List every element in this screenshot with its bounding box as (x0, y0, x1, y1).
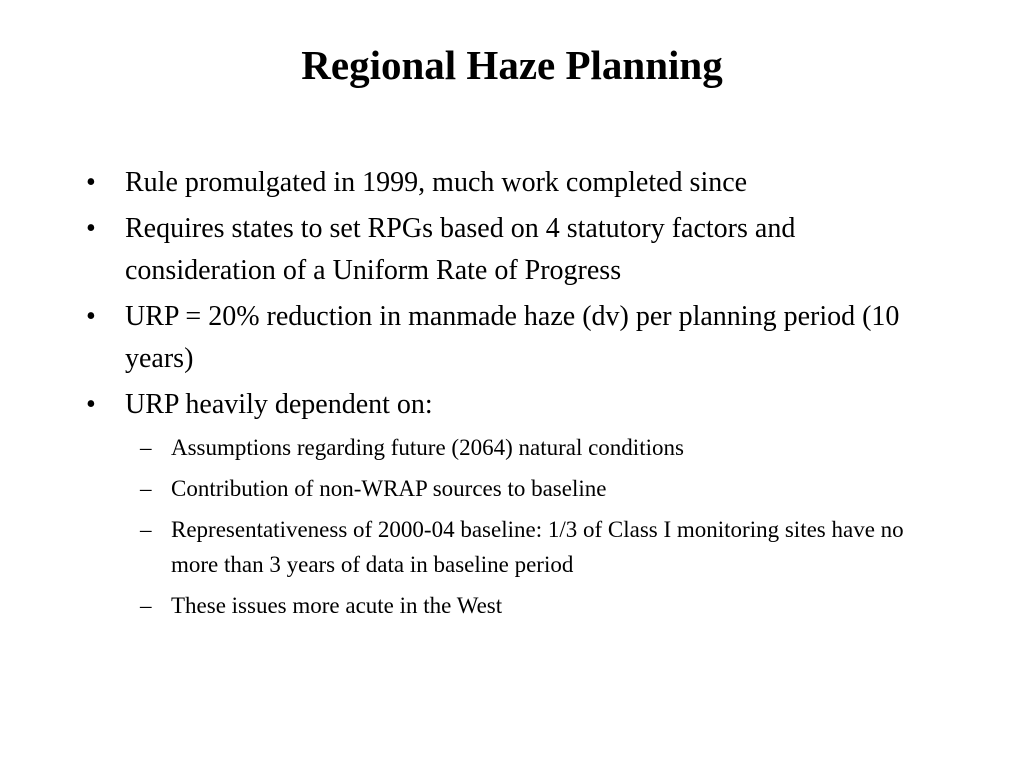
bullet-marker: • (86, 389, 96, 420)
sub-bullet-item (0, 471, 931, 506)
bullet-text: Requires states to set RPGs based on 4 statutory factors and consideration of a Uniform Rate of Progress (125, 213, 796, 286)
bullet-item (0, 296, 925, 380)
bullet-text: URP = 20% reduction in manmade haze (dv) per planning period (10 years) (125, 301, 900, 374)
bullet-item (0, 162, 925, 204)
slide-title: Regional Haze Planning (301, 42, 723, 88)
sub-bullet-marker: – (140, 476, 152, 501)
sub-bullet-text: Representativeness of 2000-04 baseline: 1/3 of Class I monitoring sites have no more than 3 years of data in baseline period (171, 517, 904, 577)
sub-bullet-text: These issues more acute in the West (171, 593, 503, 618)
bullet-marker: • (86, 167, 96, 198)
sub-bullet-item (0, 512, 931, 582)
bullet-marker: • (86, 301, 96, 332)
sub-bullet-item (0, 588, 931, 623)
sub-bullet-text: Assumptions regarding future (2064) natural conditions (171, 435, 684, 460)
sub-bullet-item (0, 430, 931, 465)
slide-content (0, 162, 1024, 629)
bullet-text: Rule promulgated in 1999, much work completed since (125, 167, 748, 198)
bullet-marker: • (86, 213, 96, 244)
bullet-item (0, 384, 925, 426)
bullet-item (0, 208, 925, 292)
bullet-text: URP heavily dependent on: (125, 389, 433, 420)
sub-bullet-marker: – (140, 435, 152, 460)
sub-bullet-list (0, 430, 1024, 623)
sub-bullet-marker: – (140, 517, 152, 542)
sub-bullet-marker: – (140, 593, 152, 618)
sub-bullet-text: Contribution of non-WRAP sources to baseline (171, 476, 607, 501)
